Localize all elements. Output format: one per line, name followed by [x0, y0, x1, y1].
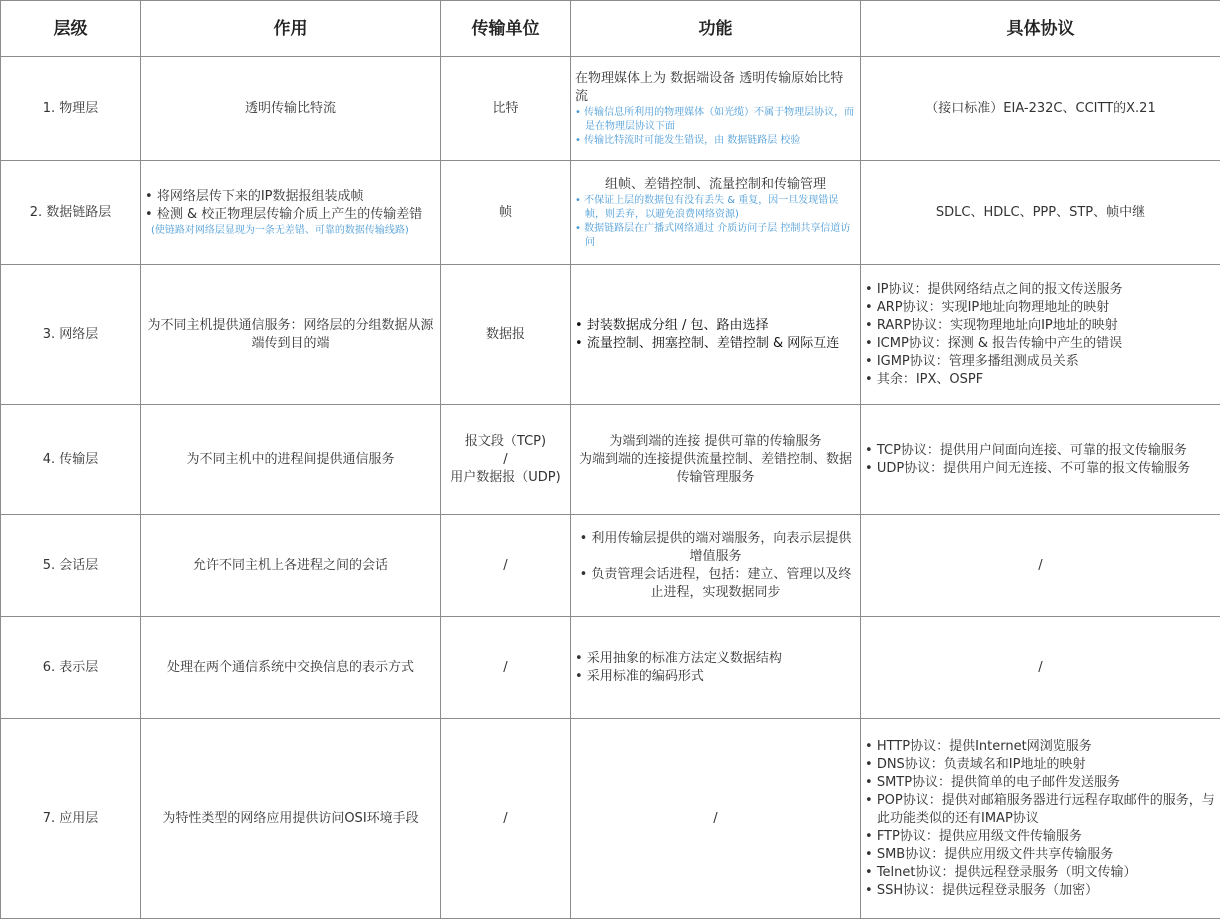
protocol-item: • ICMP协议：探测 & 报告传输中产生的错误 — [865, 335, 1216, 353]
unit-line: 用户数据报（UDP) — [450, 469, 561, 485]
table-row — [1, 161, 1220, 265]
function-note: • 不保证上层的数据包有没有丢失 & 重复，因一旦发现错误帧，则丢弃，以避免浪费网络资源) — [575, 194, 856, 222]
unit-cell: 比特 — [441, 57, 571, 161]
layer-cell: 6. 表示层 — [1, 617, 141, 719]
header-layer: 层级 — [1, 1, 141, 57]
protocol-item: • SSH协议：提供远程登录服务（加密） — [865, 882, 1216, 900]
protocol-item: • UDP协议：提供用户间无连接、不可靠的报文传输服务 — [865, 460, 1216, 478]
table-row — [1, 265, 1220, 405]
role-cell — [141, 161, 441, 265]
protocol-item: • RARP协议：实现物理地址向IP地址的映射 — [865, 317, 1216, 335]
function-bullet: • 利用传输层提供的端对端服务，向表示层提供增值服务 — [579, 530, 852, 564]
layer-cell: 3. 网络层 — [1, 265, 141, 405]
protocol-item: • SMTP协议：提供简单的电子邮件发送服务 — [865, 774, 1216, 792]
header-protocol: 具体协议 — [861, 1, 1220, 57]
layer-cell: 1. 物理层 — [1, 57, 141, 161]
function-bullet: • 采用标准的编码形式 — [575, 668, 856, 686]
protocol-item: • IP协议：提供网络结点之间的报文传送服务 — [865, 281, 1216, 299]
protocol-cell: SDLC、HDLC、PPP、STP、帧中继 — [861, 161, 1220, 265]
function-bullet: • 采用抽象的标准方法定义数据结构 — [575, 650, 856, 668]
function-bullet: • 封装数据成分组 / 包、路由选择 — [575, 317, 856, 335]
table-row — [1, 617, 1220, 719]
function-bullet-text: 利用传输层提供的端对端服务，向表示层提供增值服务 — [591, 530, 852, 564]
function-line: 为端到端的连接 提供可靠的传输服务 — [609, 433, 822, 449]
protocol-cell — [861, 265, 1220, 405]
header-unit: 传输单位 — [441, 1, 571, 57]
table-row — [1, 515, 1220, 617]
unit-line: / — [503, 451, 508, 467]
table-row — [1, 719, 1220, 919]
table-row — [1, 57, 1220, 161]
protocol-item: • SMB协议：提供应用级文件共享传输服务 — [865, 846, 1216, 864]
protocol-cell — [861, 719, 1220, 919]
protocol-item: • IGMP协议：管理多播组测成员关系 — [865, 353, 1216, 371]
function-cell: / — [571, 719, 861, 919]
unit-line: 报文段（TCP) — [464, 433, 547, 449]
function-main: 组帧、差错控制、流量控制和传输管理 — [604, 176, 826, 192]
function-note: • 传输比特流时可能发生错误，由 数据链路层 校验 — [575, 134, 856, 148]
layer-cell: 5. 会话层 — [1, 515, 141, 617]
function-line: 为端到端的连接提供流量控制、差错控制、数据传输管理服务 — [578, 451, 852, 485]
function-cell — [571, 57, 861, 161]
layer-cell: 7. 应用层 — [1, 719, 141, 919]
protocol-item: • FTP协议：提供应用级文件传输服务 — [865, 828, 1216, 846]
unit-cell: 数据报 — [441, 265, 571, 405]
role-bullet: • 检测 & 校正物理层传输介质上产生的传输差错 — [145, 206, 436, 224]
role-note: (使链路对网络层显现为一条无差错、可靠的数据传输线路) — [151, 224, 409, 236]
protocol-cell: （接口标准）EIA-232C、CCITT的X.21 — [861, 57, 1220, 161]
protocol-cell — [861, 405, 1220, 515]
protocol-item: • TCP协议：提供用户间面向连接、可靠的报文传输服务 — [865, 442, 1216, 460]
protocol-item: • POP协议：提供对邮箱服务器进行远程存取邮件的服务，与此功能类似的还有IMAP协议 — [865, 792, 1216, 828]
unit-cell — [441, 405, 571, 515]
role-cell: 为不同主机中的进程间提供通信服务 — [141, 405, 441, 515]
protocol-item: • DNS协议：负责域名和IP地址的映射 — [865, 756, 1216, 774]
function-bullet: • 负责管理会话进程，包括：建立、管理以及终止进程，实现数据同步 — [579, 566, 852, 600]
protocol-item: • 其余：IPX、OSPF — [865, 371, 1216, 389]
function-cell — [571, 405, 861, 515]
unit-cell: / — [441, 515, 571, 617]
layer-cell: 2. 数据链路层 — [1, 161, 141, 265]
protocol-cell: / — [861, 515, 1220, 617]
protocol-item: • HTTP协议：提供Internet网浏览服务 — [865, 738, 1216, 756]
role-bullet: • 将网络层传下来的IP数据报组装成帧 — [145, 188, 436, 206]
role-cell: 处理在两个通信系统中交换信息的表示方式 — [141, 617, 441, 719]
header-row — [1, 1, 1220, 57]
function-note: • 传输信息所利用的物理媒体（如光缆）不属于物理层协议，而是在物理层协议下面 — [575, 106, 856, 134]
function-note: • 数据链路层在广播式网络通过 介质访问子层 控制共享信道访问 — [575, 222, 856, 250]
function-cell — [571, 161, 861, 265]
protocol-item: • Telnet协议：提供远程登录服务（明文传输） — [865, 864, 1216, 882]
function-cell — [571, 265, 861, 405]
unit-cell: / — [441, 719, 571, 919]
header-role: 作用 — [141, 1, 441, 57]
function-cell — [571, 617, 861, 719]
function-main: 在物理媒体上为 数据端设备 透明传输原始比特流 — [575, 70, 844, 104]
layer-cell: 4. 传输层 — [1, 405, 141, 515]
protocol-item: • ARP协议：实现IP地址向物理地址的映射 — [865, 299, 1216, 317]
function-bullet-text: 负责管理会话进程，包括：建立、管理以及终止进程，实现数据同步 — [591, 566, 852, 600]
role-cell: 透明传输比特流 — [141, 57, 441, 161]
unit-cell: / — [441, 617, 571, 719]
role-cell: 为特性类型的网络应用提供访问OSI环境手段 — [141, 719, 441, 919]
function-bullet: • 流量控制、拥塞控制、差错控制 & 网际互连 — [575, 335, 856, 353]
function-cell — [571, 515, 861, 617]
table-row — [1, 405, 1220, 515]
role-cell: 为不同主机提供通信服务：网络层的分组数据从源端传到目的端 — [141, 265, 441, 405]
header-function: 功能 — [571, 1, 861, 57]
role-cell: 允许不同主机上各进程之间的会话 — [141, 515, 441, 617]
protocol-cell: / — [861, 617, 1220, 719]
unit-cell: 帧 — [441, 161, 571, 265]
